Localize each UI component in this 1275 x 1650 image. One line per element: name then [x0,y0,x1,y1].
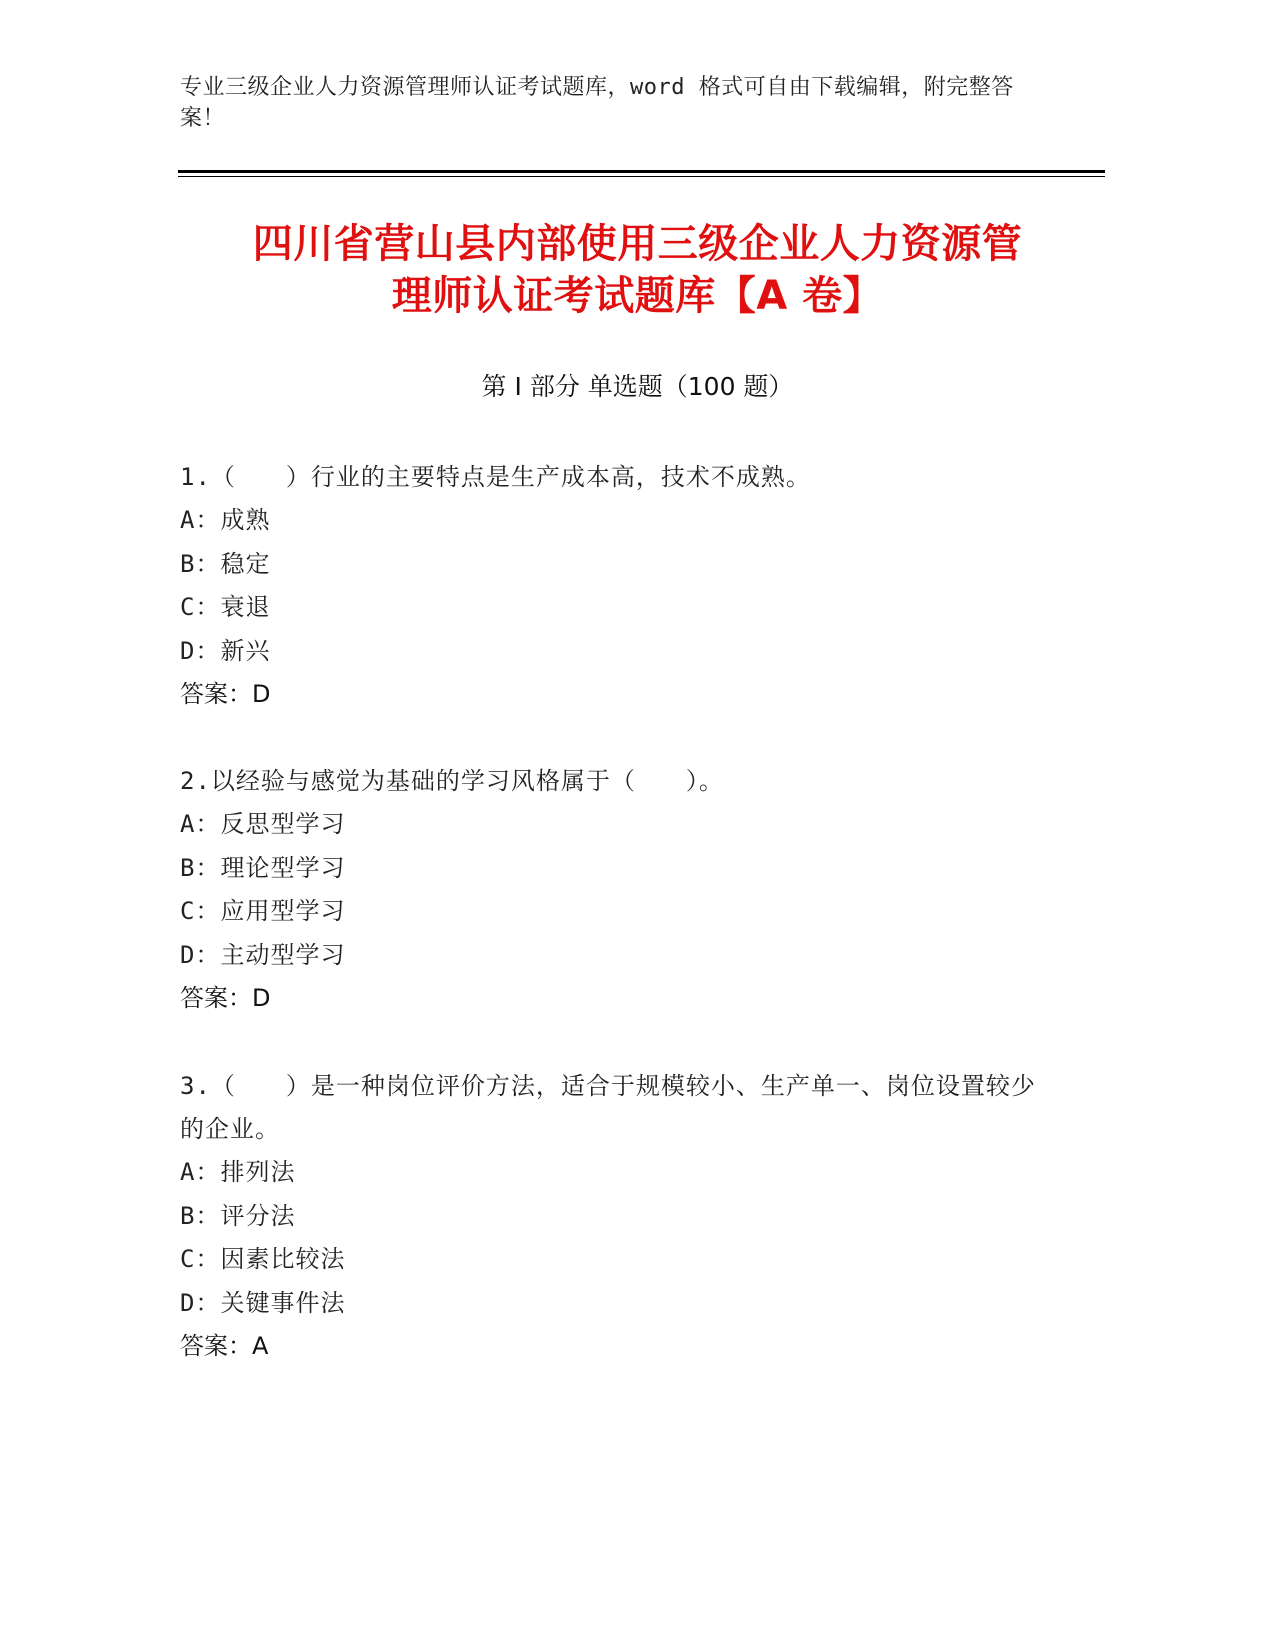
question-3 [180,1065,1040,1369]
option-a: A：反思型学习 [180,810,346,838]
option-c: C：衰退 [180,593,271,621]
header-divider-thick [178,170,1105,173]
option-d: D：主动型学习 [180,940,346,969]
question-stem: 3.（ ）是一种岗位评价方法，适合于规模较小、生产单一、岗位设置较少的企业。 [180,1072,1036,1143]
answer: 答案：D [180,984,271,1012]
question-stem: 1.（ ）行业的主要特点是生产成本高，技术不成熟。 [180,463,811,491]
option-c: C：应用型学习 [180,897,346,925]
option-b: B：评分法 [180,1201,296,1230]
document-title [140,218,1135,322]
question-stem: 2.以经验与感觉为基础的学习风格属于（ ）。 [180,767,724,795]
option-c: C：因素比较法 [180,1245,346,1273]
option-d: D：关键事件法 [180,1288,346,1317]
answer: 答案：A [180,1332,269,1360]
section-title: 第 I 部分 单选题（100 题） [481,372,794,401]
option-b: B：稳定 [180,549,271,578]
question-1 [180,456,1040,717]
document-title-line-2: 理师认证考试题库【A 卷】 [391,273,884,319]
option-a: A：成熟 [180,506,271,534]
header-note: 专业三级企业人力资源管理师认证考试题库，word 格式可自由下载编辑，附完整答案！ [180,75,1014,131]
document-title-line-1: 四川省营山县内部使用三级企业人力资源管 [252,221,1023,267]
header-divider-thin [178,176,1105,177]
question-2 [180,760,1040,1021]
answer: 答案：D [180,680,271,708]
option-a: A：排列法 [180,1158,296,1186]
option-d: D：新兴 [180,636,271,665]
option-b: B：理论型学习 [180,853,346,882]
